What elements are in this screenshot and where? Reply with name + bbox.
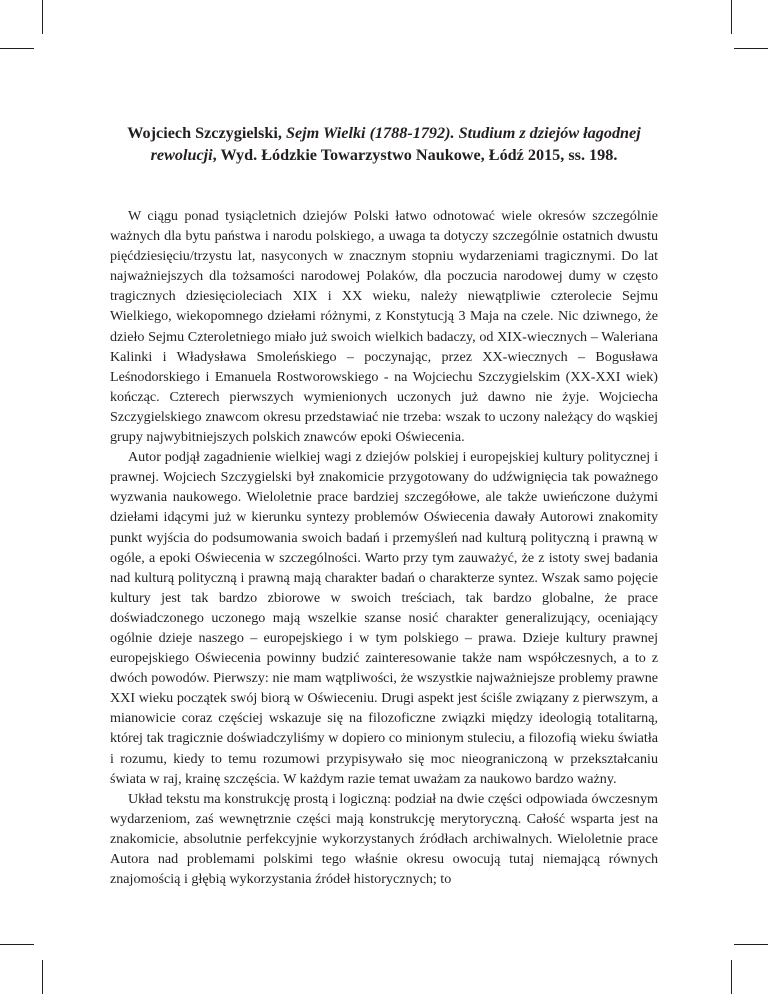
crop-mark-top-right bbox=[731, 0, 732, 34]
crop-mark-left-top bbox=[0, 48, 34, 49]
crop-mark-right-bottom bbox=[734, 944, 768, 945]
review-publisher: , Wyd. Łódzkie Towarzystwo Naukowe, Łódź 2015, ss. 198. bbox=[212, 146, 618, 164]
review-header bbox=[110, 122, 658, 166]
crop-mark-right-top bbox=[734, 48, 768, 49]
review-author: Wojciech Szczygielski, bbox=[127, 124, 286, 142]
paragraph: Układ tekstu ma konstrukcję prostą i logiczną: podział na dwie części odpowiada ówczesnym wydarzeniom, zaś wewnętrznie części mają konstrukcję merytoryczną. Całość wsparta jest na znakomicie, absolutnie perfekcyjnie wykorzystanych źródłach archiwalnych. Wieloletnie prace Autora nad problemami polskimi tego właśnie okresu owocują tutaj niemającą równych znajomością i głębią wykorzystania źródeł historycznych; to bbox=[110, 790, 658, 888]
paragraph: W ciągu ponad tysiącletnich dziejów Polski łatwo odnotować wiele okresów szczególnie ważnych dla bytu państwa i narodu polskiego, a uwaga ta dotyczy szczególnie ostatnich dwustu pięćdziesięciu/trzystu lat, nasyconych w znacznym stopniu wydarzeniami tragicznymi. Do lat najważniejszych dla tożsamości narodowej Polaków, dla poczucia narodowej dumy w często tragicznych dziesięcioleciach XIX i XX wieku, należy niewątpliwie czterolecie Sejmu Wielkiego, wiekopomnego dziełami różnymi, z Konstytucją 3 Maja na czele. Nic dziwnego, że dzieło Sejmu Czteroletniego miało już swoich wielkich badaczy, od XIX-wiecznych – Waleriana Kalinki i Władysława Smoleńskiego – poczynając, przez XX-wiecznych – Bogusława Leśnodorskiego i Emanuela Rostworowskiego - na Wojciechu Szczygielskim (XX-XXI wiek) kończąc. Czterech pierwszych wymienionych uczonych już dawno nie żyje. Wojciecha Szczygielskiego znawcom okresu przedstawiać nie trzeba: wszak to uczony należący do wąskiej grupy najwybitniejszych polskich znawców epoki Oświecenia. bbox=[110, 208, 658, 446]
review-body bbox=[110, 206, 658, 889]
paragraph: Autor podjął zagadnienie wielkiej wagi z dziejów polskiej i europejskiej kultury politycznej i prawnej. Wojciech Szczygielski był znakomicie przygotowany do udźwignięcia tak poważnego wyzwania naukowego. Wieloletnie prace bardziej szczegółowe, ale także uwieńczone dużymi dziełami idącymi już w kierunku syntezy problemów Oświecenia dawały Autorowi znakomity punkt wyjścia do podsumowania swoich badań i przemyśleń nad kulturą polityczną i prawną w ogóle, a epoki Oświecenia w szczególności. Warto przy tym zauważyć, że z istoty swej badania nad kulturą polityczną i prawną mają charakter badań o charakterze syntez. Wszak samo pojęcie kultury jest tak bardzo zbiorowe w swoich treściach, tak bardzo globalne, że prace doświadczonego uczonego mają wszelkie szanse nosić charakter generalizujący, oceniający ogólnie dzieje naszego – europejskiego i w tym polskiego – prawa. Dzieje kultury prawnej europejskiego Oświecenia powinny budzić zainteresowanie także nam współczesnych, a to z dwóch powodów. Pierwszy: nie mam wątpliwości, że wszystkie najważniejsze problemy prawne XXI wieku początek swój biorą w Oświeceniu. Drugi aspekt jest ściśle związany z pierwszym, a mianowicie coraz częściej wskazuje się na filozoficzne związki między ideologią totalitarną, której tak tragicznie doświadczyliśmy w dopiero co minionym stuleciu, a filozofią wieku światła i rozumu, kiedy to temu rozumowi przypisywało się moc nieograniczoną w przekształcaniu świata w raj, krainę szczęścia. W każdym razie temat uważam za naukowo bardzo ważny. bbox=[110, 449, 658, 787]
crop-mark-left-bottom bbox=[0, 944, 34, 945]
crop-mark-top-left bbox=[42, 0, 43, 34]
crop-mark-bottom-right bbox=[731, 960, 732, 994]
review-book-title: Sejm Wielki (1788-1792). Studium z dziejów łagodnej rewolucji bbox=[150, 124, 641, 164]
crop-mark-bottom-left bbox=[42, 960, 43, 994]
